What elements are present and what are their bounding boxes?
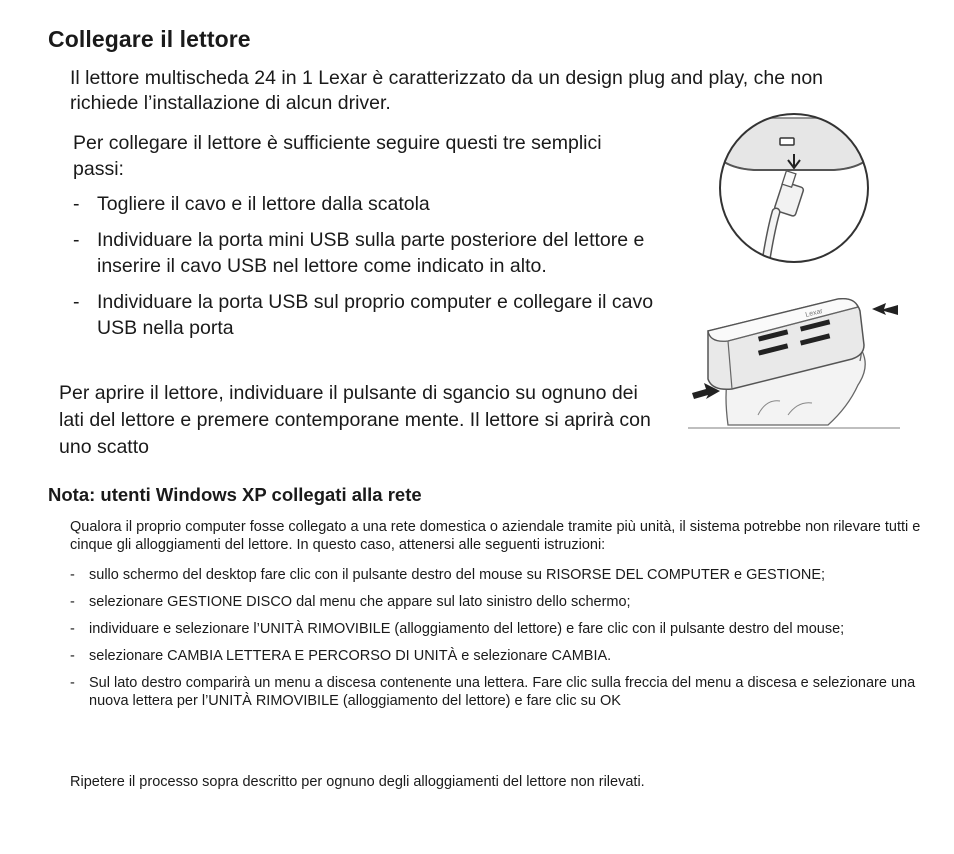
list-item: - selezionare GESTIONE DISCO dal menu che appare sul lato sinistro dello schermo; (70, 593, 940, 611)
intro-paragraph: Il lettore multischeda 24 in 1 Lexar è caratterizzato da un design plug and play, che non richiede l’installazione di alcun driver. (70, 67, 824, 114)
open-reader-paragraph: Per aprire il lettore, individuare il pulsante di sgancio su ognuno dei lati del lettore e premere contemporane mente. Il lettore si aprirà con uno scatto (59, 382, 651, 458)
note-intro-paragraph: Qualora il proprio computer fosse collegato a una rete domestica o aziendale tramite più unità, il sistema potrebbe non rilevare tutti e cinque gli alloggiamenti del lettore. In questo caso, attenersi alle seguenti istruzioni: (70, 519, 921, 553)
list-item: - selezionare CAMBIA LETTERA E PERCORSO DI UNITÀ e selezionare CAMBIA. (70, 647, 940, 665)
reader-brand-text: Lexar (804, 307, 824, 319)
section-title: Collegare il lettore (48, 26, 251, 52)
note-title: Nota: utenti Windows XP collegati alla rete (48, 484, 422, 505)
list-item: - individuare e selezionare l’UNITÀ RIMOVIBILE (alloggiamento del lettore) e fare clic con il pulsante destro del mouse; (70, 620, 940, 638)
list-item: - Togliere il cavo e il lettore dalla scatola (73, 191, 683, 217)
steps-lead-paragraph: Per collegare il lettore è sufficiente seguire questi tre semplici passi: (73, 132, 602, 180)
list-item: - Individuare la porta USB sul proprio computer e collegare il cavo USB nella porta (73, 289, 683, 341)
connection-steps-list (73, 191, 683, 351)
list-item: - sullo schermo del desktop fare clic con il pulsante destro del mouse su RISORSE DEL COMPUTER e GESTIONE; (70, 566, 940, 584)
card-reader-in-hand-icon (688, 275, 902, 435)
instructions-list (70, 566, 940, 719)
repeat-paragraph: Ripetere il processo sopra descritto per ognuno degli alloggiamenti del lettore non rilevati. (70, 774, 645, 790)
usb-cable-plug-icon (714, 108, 874, 268)
list-item: - Sul lato destro comparirà un menu a discesa contenente una lettera. Fare clic sulla freccia del menu a discesa e selezionare una nuova lettera per l’UNITÀ RIMOVIBILE (alloggiamento del lettore) e fare clic su OK (70, 674, 940, 710)
list-item: - Individuare la porta mini USB sulla parte posteriore del lettore e inserire il cavo USB nel lettore come indicato in alto. (73, 227, 683, 279)
